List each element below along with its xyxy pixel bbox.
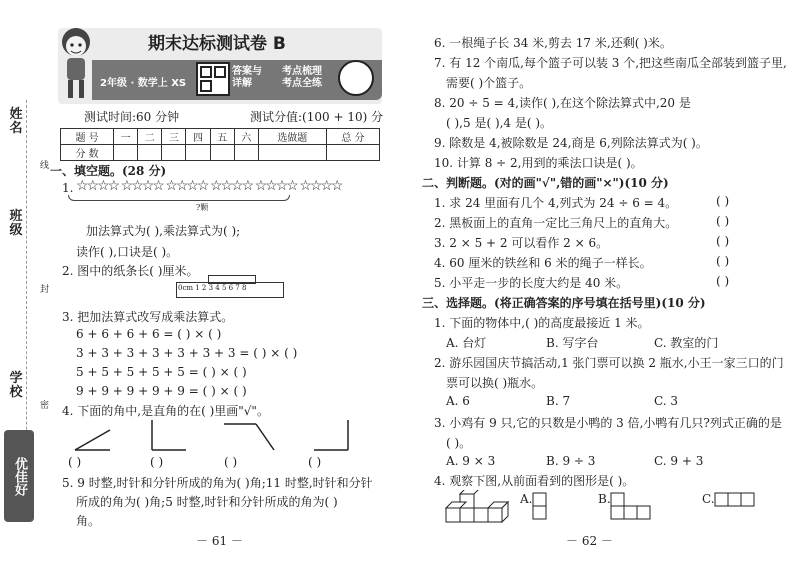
review-label: 考点梳理 考点全练: [282, 66, 322, 89]
q5-line-a: 5. 9 时整,时针和分针所成的角为( )角;11 时整,时针和分针: [62, 476, 373, 490]
q6: 6. 一根绳子长 34 米,剪去 17 米,还剩( )米。: [434, 36, 672, 50]
q4-answer-paren[interactable]: ( ): [150, 455, 164, 469]
round-qr-icon: [338, 60, 374, 96]
binding-class-label: 班级: [9, 209, 23, 238]
score-cell: 题 号: [61, 129, 114, 145]
star-groups: ☆☆☆☆ ☆☆☆☆ ☆☆☆☆ ☆☆☆☆ ☆☆☆☆ ☆☆☆☆: [76, 178, 342, 194]
qr-code-icon: [196, 62, 230, 96]
score-cell: 二: [138, 129, 162, 145]
score-input-cell[interactable]: [114, 145, 138, 161]
page-number-left: － 61 －: [196, 534, 243, 548]
view-c-figure: [714, 492, 758, 508]
binding-mi-label: 密: [40, 401, 50, 411]
choice-4-option-b[interactable]: B.: [598, 492, 611, 506]
binding-name-label: 姓名: [9, 107, 23, 136]
score-cell: 一: [114, 129, 138, 145]
q3-a: 6 + 6 + 6 + 6 = ( ) × ( ): [76, 327, 222, 341]
angle-shape-3: [224, 424, 274, 450]
score-cell: 四: [186, 129, 210, 145]
judge-1-answer[interactable]: ( ): [716, 194, 730, 208]
score-cell: 选做题: [258, 129, 326, 145]
choice-1-option-a[interactable]: A. 台灯: [446, 336, 487, 350]
view-b-figure: [610, 492, 654, 522]
q7-b: 需要( )个篮子。: [446, 76, 532, 90]
q4-answer-paren[interactable]: ( ): [224, 455, 238, 469]
score-cell: 分 数: [61, 145, 114, 161]
test-time: 测试时间:60 分钟: [84, 110, 180, 124]
choice-3-option-c[interactable]: C. 9 + 3: [654, 454, 704, 468]
q7-a: 7. 有 12 个南瓜,每个篮子可以装 3 个,把这些南瓜全部装到篮子里,: [434, 56, 787, 70]
q4-answer-paren[interactable]: ( ): [308, 455, 322, 469]
page-title: 期末达标测试卷 B: [148, 34, 286, 54]
score-input-cell[interactable]: [234, 145, 258, 161]
judge-1: 1. 求 24 里面有几个 4,列式为 24 ÷ 6 = 4。: [434, 196, 678, 210]
score-table-value-row: [61, 145, 380, 161]
choice-3-option-b[interactable]: B. 9 ÷ 3: [546, 454, 596, 468]
q3: 3. 把加法算式改写成乘法算式。: [62, 310, 234, 324]
score-input-cell[interactable]: [258, 145, 326, 161]
score-input-cell[interactable]: [210, 145, 234, 161]
cube-stack-figure: [444, 490, 514, 524]
section-1-title: 一、填空题。(28 分): [50, 164, 167, 178]
q3-b: 3 + 3 + 3 + 3 + 3 + 3 + 3 = ( ) × ( ): [76, 346, 298, 360]
choice-2-option-c[interactable]: C. 3: [654, 394, 679, 408]
view-a-figure: [532, 492, 548, 522]
choice-3-b: ( )。: [446, 436, 472, 450]
header-info-band: [92, 60, 382, 100]
ruler: [176, 282, 284, 298]
score-cell: 总 分: [326, 129, 379, 145]
q2: 2. 图中的纸条长( )厘米。: [62, 264, 199, 278]
ruler-scale: 0cm 1 2 3 4 5 6 7 8: [178, 284, 247, 292]
judge-2: 2. 黑板面上的直角一定比三角尺上的直角大。: [434, 216, 678, 230]
q3-d: 9 + 9 + 9 + 9 + 9 = ( ) × ( ): [76, 384, 247, 398]
choice-1-option-c[interactable]: C. 教室的门: [654, 336, 719, 350]
choice-4-option-a[interactable]: A.: [520, 492, 533, 506]
binding-school-label: 学校: [9, 371, 23, 400]
angle-shape-2: [152, 420, 186, 450]
angle-shape-1: [75, 430, 110, 450]
judge-5-answer[interactable]: ( ): [716, 274, 730, 288]
star-brace: [68, 195, 290, 201]
q8-a: 8. 20 ÷ 5 = 4,读作( ),在这个除法算式中,20 是: [434, 96, 691, 110]
choice-4-option-c[interactable]: C.: [702, 492, 715, 506]
choice-3-option-a[interactable]: A. 9 × 3: [446, 454, 496, 468]
brand-logo: 优佳好: [4, 430, 34, 522]
score-input-cell[interactable]: [138, 145, 162, 161]
choice-2-b: 票可以换( )瓶水。: [446, 376, 544, 390]
q8-b: ( ),5 是( ),4 是( )。: [446, 116, 553, 130]
judge-4: 4. 60 厘米的铁丝和 6 米的绳子一样长。: [434, 256, 652, 270]
judge-2-answer[interactable]: ( ): [716, 214, 730, 228]
judge-5: 5. 小平走一步的长度大约是 40 米。: [434, 276, 629, 290]
angle-figures: [70, 418, 360, 458]
q10: 10. 计算 8 ÷ 2,用到的乘法口诀是( )。: [434, 156, 643, 170]
score-input-cell[interactable]: [326, 145, 379, 161]
q5-line-c: 角。: [76, 514, 101, 528]
q3-c: 5 + 5 + 5 + 5 + 5 = ( ) × ( ): [76, 365, 247, 379]
q4: 4. 下面的角中,是直角的在( )里画"√"。: [62, 404, 269, 418]
judge-4-answer[interactable]: ( ): [716, 254, 730, 268]
binding-feng-label: 封: [40, 285, 50, 295]
judge-3-answer[interactable]: ( ): [716, 234, 730, 248]
choice-2-option-b[interactable]: B. 7: [546, 394, 571, 408]
choice-2-option-a[interactable]: A. 6: [446, 394, 470, 408]
score-input-cell[interactable]: [186, 145, 210, 161]
answer-label: 答案与详解: [232, 66, 262, 89]
section-3-title: 三、选择题。(将正确答案的序号填在括号里)(10 分): [422, 296, 706, 310]
choice-1: 1. 下面的物体中,( )的高度最接近 1 米。: [434, 316, 650, 330]
score-input-cell[interactable]: [162, 145, 186, 161]
star-brace-label: ?颗: [196, 203, 209, 212]
score-cell: 五: [210, 129, 234, 145]
page-number-right: － 62 －: [566, 534, 613, 548]
choice-4: 4. 观察下图,从前面看到的图形是( )。: [434, 474, 635, 488]
grade-label: 2年级 · 数学上 XS: [100, 78, 187, 89]
q1-line-b: 读作( ),口诀是( )。: [76, 245, 179, 259]
score-cell: 三: [162, 129, 186, 145]
binding-xian-label: 线: [40, 161, 50, 171]
q5-line-b: 所成的角为( )角;5 时整,时针和分针所成的角为( ): [76, 495, 338, 509]
choice-2-a: 2. 游乐园国庆节搞活动,1 张门票可以换 2 瓶水,小王一家三口的门: [434, 356, 784, 370]
test-score: 测试分值:(100 + 10) 分: [250, 110, 384, 124]
choice-1-option-b[interactable]: B. 写字台: [546, 336, 599, 350]
q4-answer-paren[interactable]: ( ): [68, 455, 82, 469]
section-2-title: 二、判断题。(对的画"√",错的画"×")(10 分): [422, 176, 669, 190]
judge-3: 3. 2 × 5 + 2 可以看作 2 × 6。: [434, 236, 609, 250]
angle-shape-4: [314, 420, 348, 450]
score-table: [60, 128, 380, 161]
q1-number: 1.: [62, 181, 74, 195]
score-cell: 六: [234, 129, 258, 145]
choice-3-a: 3. 小鸡有 9 只,它的只数是小鸭的 3 倍,小鸭有几只?列式正确的是: [434, 416, 782, 430]
score-table-header-row: [61, 129, 380, 145]
q9: 9. 除数是 4,被除数是 24,商是 6,列除法算式为( )。: [434, 136, 708, 150]
q1-line-a: 加法算式为( ),乘法算式为( );: [86, 224, 241, 238]
